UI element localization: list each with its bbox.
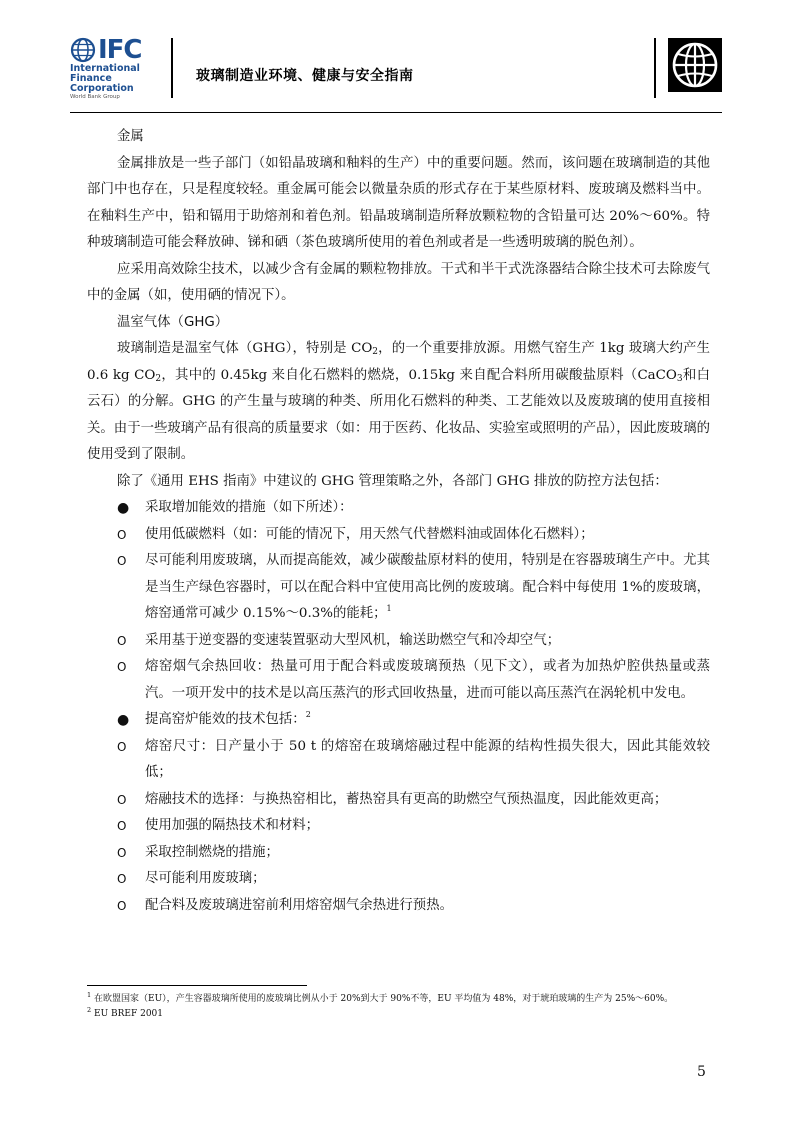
list-item: ● 采取增加能效的措施（如下所述）： xyxy=(87,495,710,522)
main-content xyxy=(87,124,710,919)
footnote-2: $^2$ EU BREF 2001 xyxy=(87,1006,164,1019)
page-number: 5 xyxy=(697,1064,706,1080)
list-item: O 配合料及废玻璃进窑前利用熔窑烟气余热进行预热。 xyxy=(87,893,710,920)
bullet-open-icon: O xyxy=(117,527,127,542)
list-item: O 使用加强的隔热技术和材料； xyxy=(87,813,710,840)
list-item: O 熔窑尺寸：日产量小于 50 t 的熔窑在玻璃熔融过程中能源的结构性损失很大，因此其能效较低； xyxy=(87,734,710,787)
ghg-paragraph-2: 除了《通用 EHS 指南》中建议的 GHG 管理策略之外，各部门 GHG 排放的防控方法包括： xyxy=(117,473,668,489)
ifc-subtitle: World Bank Group xyxy=(70,94,120,100)
list-item: O 尽可能利用废玻璃，从而提高能效，减少碳酸盐原材料的使用，特别是在容器玻璃生产中。尤其是当生产绿色容器时，可以在配合料中宜使用高比例的废玻璃。配合料中每使用 1%的废玻璃，熔窑通常可减少 0.15%～0.3%的能耗；$^1$ xyxy=(87,548,710,628)
footnote-rule xyxy=(87,985,307,986)
section-heading-ghg: 温室气体（GHG） xyxy=(117,314,229,330)
document-title: 玻璃制造业环境、健康与安全指南 xyxy=(196,68,414,84)
list-item: ● 提高窑炉能效的技术包括：$^2$ xyxy=(87,707,710,734)
bullet-open-icon: O xyxy=(117,792,127,807)
bullet-open-icon: O xyxy=(117,660,127,674)
list-item: O 采用基于逆变器的变速装置驱动大型风机，输送助燃空气和冷却空气； xyxy=(87,628,710,655)
bullet-solid-icon: ● xyxy=(117,500,130,516)
ifc-letters: IFC xyxy=(98,35,142,65)
section-heading-metals: 金属 xyxy=(117,129,144,144)
list-item: O 熔窑烟气余热回收：热量可用于配合料或废玻璃预热（见下文），或者为加热炉腔供热量或蒸汽。一项开发中的技术是以高压蒸汽的形式回收热量，进而可能以高压蒸汽在涡轮机中发电。 xyxy=(87,654,710,707)
ifc-logo xyxy=(70,36,165,104)
footnote-ref: 1 xyxy=(386,604,392,613)
bullet-open-icon: O xyxy=(117,554,127,568)
ghg-paragraph-1: 玻璃制造是温室气体（GHG），特别是 $CO_2$，的一个重要排放源。用燃气窑生产 1kg 玻璃大约产生 0.6 kg $CO_2$，其中的 0.45kg 来自化石燃料的燃烧，0.15kg 来自配合料所用碳酸盐原料（CaCO$_3$和白云石）的分解。GHG 的产生量与玻璃的种类、所用化石燃料的种类、工艺能效以及废玻璃的使用直接相关。由于一些玻璃产品有很高的质量要求（如：用于医药、化妆品、实验室或照明的产品），因此废玻璃的使用受到了限制。 xyxy=(87,341,711,462)
footnote-ref: 2 xyxy=(305,710,311,719)
page-header xyxy=(0,0,793,110)
header-divider-right xyxy=(654,38,656,98)
ifc-line-1: International xyxy=(70,63,140,74)
footnotes xyxy=(87,992,712,1022)
footnote-1: $^1$ 在欧盟国家（EU），产生容器玻璃所使用的废玻璃比例从小于 20%到大于 90%不等，EU 平均值为 48%，对于琥珀玻璃的生产为 25%～60%。 xyxy=(87,991,674,1004)
bullet-open-icon: O xyxy=(117,845,127,860)
list-item: O 采取控制燃烧的措施； xyxy=(87,840,710,867)
list-item: O 使用低碳燃料（如：可能的情况下，用天然气代替燃料油或固体化石燃料）； xyxy=(87,522,710,549)
bullet-open-icon: O xyxy=(117,739,127,754)
list-item: O 尽可能利用废玻璃； xyxy=(87,866,710,893)
bullet-open-icon: O xyxy=(117,898,127,913)
list-item: O 熔融技术的选择：与换热窑相比，蓄热窑具有更高的助燃空气预热温度，因此能效更高； xyxy=(87,787,710,814)
header-divider-left xyxy=(171,38,173,98)
bullet-open-icon: O xyxy=(117,633,127,648)
ifc-globe-icon xyxy=(70,37,96,63)
bullet-open-icon: O xyxy=(117,872,127,886)
metals-paragraph-1: 金属排放是一些子部门（如铅晶玻璃和釉料的生产）中的重要问题。然而，该问题在玻璃制造的其他部门中也存在，只是程度较轻。重金属可能会以微量杂质的形式存在于某些原材料、废玻璃及燃料当中。在釉料生产中，铅和镉用于助熔剂和着色剂。铅晶玻璃制造所释放颗粒物的含铅量可达 20%～60%。特种玻璃制造可能会释放砷、锑和硒（茶色玻璃所使用的着色剂或者是一些透明玻璃的脱色剂）。 xyxy=(87,155,710,250)
ifc-line-2: Finance xyxy=(70,73,112,84)
ifc-line-3: Corporation xyxy=(70,83,134,94)
world-bank-globe-icon xyxy=(668,38,722,92)
bullet-open-icon: O xyxy=(117,819,127,833)
header-rule xyxy=(70,112,722,113)
metals-paragraph-2: 应采用高效除尘技术，以减少含有金属的颗粒物排放。干式和半干式洗涤器结合除尘技术可去除废气中的金属（如，使用硒的情况下）。 xyxy=(87,261,710,303)
bullet-solid-icon: ● xyxy=(117,712,130,728)
